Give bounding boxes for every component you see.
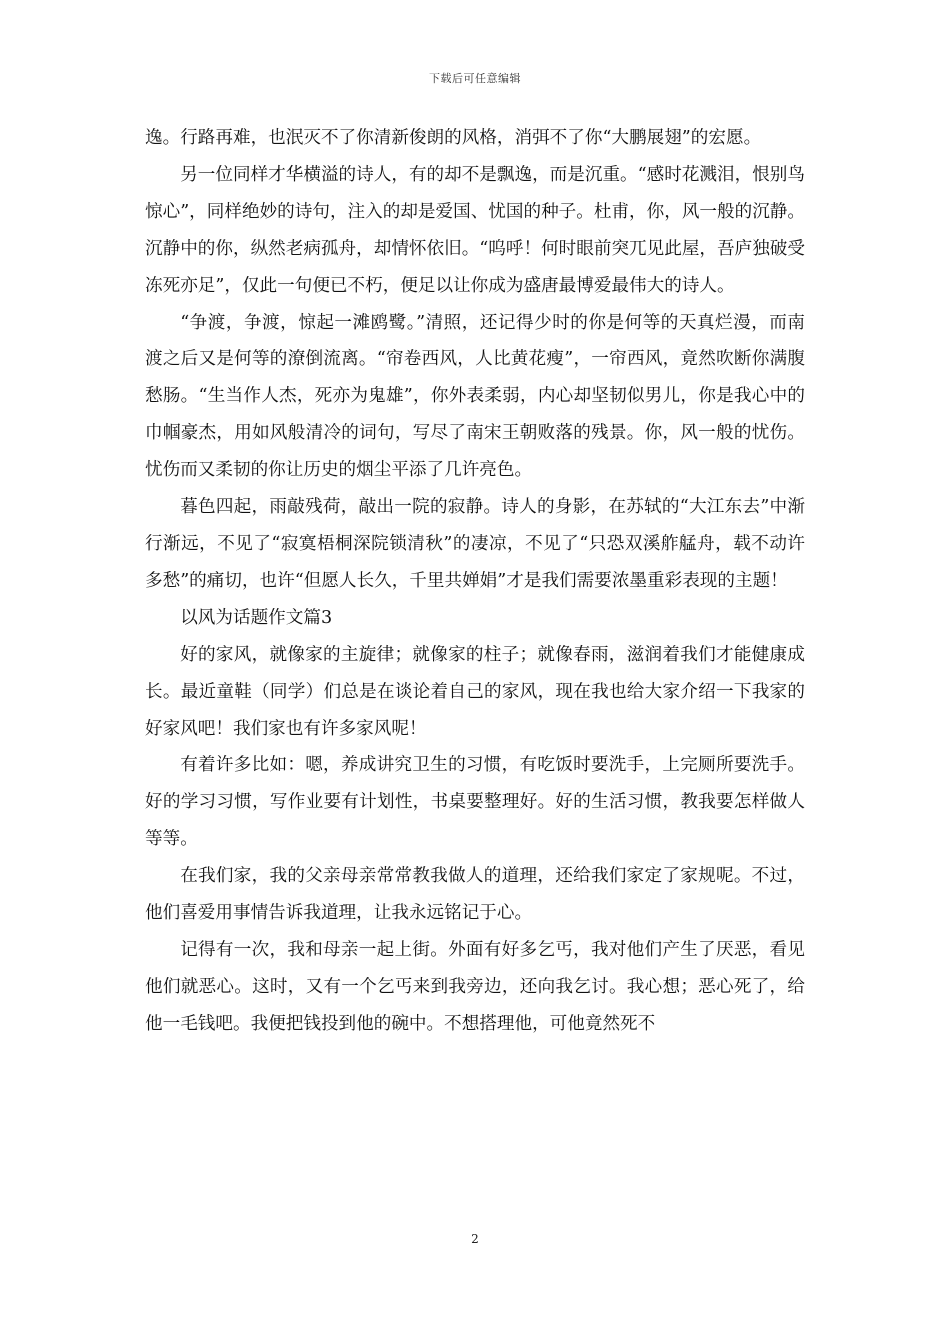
paragraph: 在我们家，我的父亲母亲常常教我做人的道理，还给我们家定了家规呢。不过，他们喜爱用事情告诉我道理，让我永远铭记于心。: [145, 866, 805, 924]
section-heading: 以风为话题作文篇3: [180, 607, 333, 628]
paragraph: 好的家风，就像家的主旋律；就像家的柱子；就像春雨，滋润着我们才能健康成长。最近童鞋（同学）们总是在谈论着自己的家风，现在我也给大家介绍一下我家的好家风吧！我们家也有许多家风呢！: [145, 644, 805, 739]
paragraph: 逸。行路再难，也泯灭不了你清新俊朗的风格，消弭不了你“大鹏展翅”的宏愿。: [145, 128, 762, 148]
paragraph: 另一位同样才华横溢的诗人，有的却不是飘逸，而是沉重。“感时花溅泪，恨别鸟惊心”，同样绝妙的诗句，注入的却是爱国、忧国的种子。杜甫，你，风一般的沉静。沉静中的你，纵然老病孤舟，却情怀依旧。“呜呼！何时眼前突兀见此屋，吾庐独破受冻死亦足”，仅此一句便已不朽，便足以让你成为盛唐最博爱最伟大的诗人。: [145, 164, 805, 296]
paragraph: 记得有一次，我和母亲一起上街。外面有好多乞丐，我对他们产生了厌恶，看见他们就恶心。这时，又有一个乞丐来到我旁边，还向我乞讨。我心想；恶心死了，给他一毛钱吧。我便把钱投到他的碗中。不想搭理他，可他竟然死不: [145, 939, 805, 1034]
paragraph: 有着许多比如：嗯，养成讲究卫生的习惯，有吃饭时要洗手，上完厕所要洗手。好的学习习惯，写作业要有计划性，书桌要整理好。好的生活习惯，教我要怎样做人等等。: [145, 755, 805, 850]
page-number: 2: [471, 1232, 479, 1246]
body-text: [145, 120, 805, 1043]
page-header: 下载后可任意编辑: [429, 72, 521, 85]
paragraph: 暮色四起，雨敲残荷，敲出一院的寂静。诗人的身影，在苏轼的“大江东去”中渐行渐远，不见了“寂寞梧桐深院锁清秋”的凄凉，不见了“只恐双溪舴艋舟，载不动许多愁”的痛切，也许“但愿人长久，千里共婵娟”才是我们需要浓墨重彩表现的主题！: [145, 497, 805, 591]
paragraph: “争渡，争渡，惊起一滩鸥鹭。”清照，还记得少时的你是何等的天真烂漫，而南渡之后又是何等的潦倒流离。“帘卷西风，人比黄花瘦”，一帘西风，竟然吹断你满腹愁肠。“生当作人杰，死亦为鬼雄”，你外表柔弱，内心却坚韧似男儿，你是我心中的巾帼豪杰，用如风般清冷的词句，写尽了南宋王朝败落的残景。你，风一般的忧伤。忧伤而又柔韧的你让历史的烟尘平添了几许亮色。: [145, 312, 805, 481]
